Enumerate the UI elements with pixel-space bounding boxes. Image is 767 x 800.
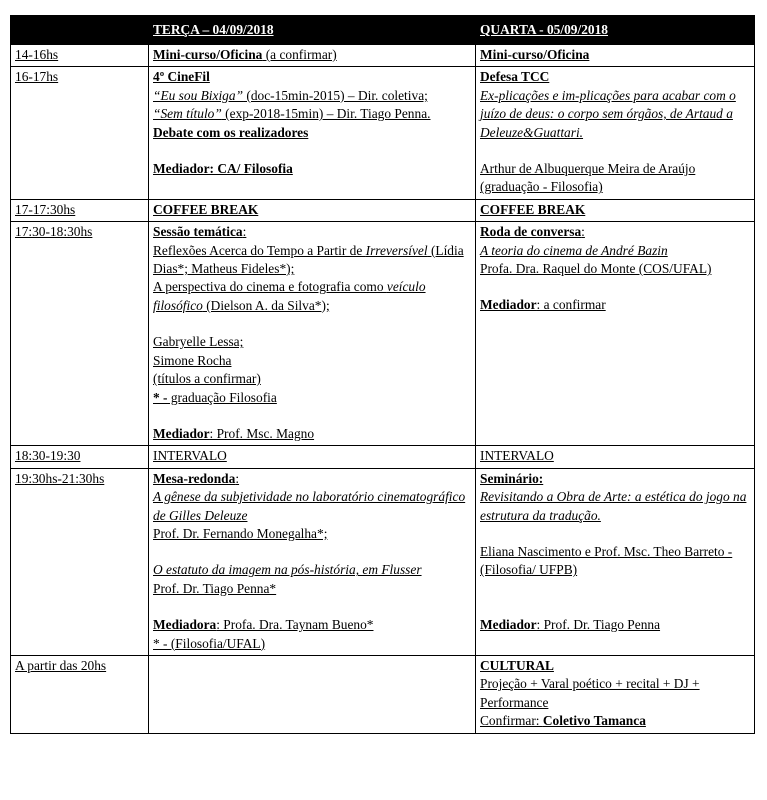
schedule-row [11,468,755,655]
wed-speakers: Eliana Nascimento e Prof. Msc. Theo Barreto - (Filosofia/ UFPB) [480,543,733,578]
tue-title: Mini-curso/Oficina [153,47,263,62]
talk-title: A gênese da subjetividade no laboratório cinematográfico de Gilles Deleuze [153,489,466,523]
mediator-name: : Prof. Msc. Magno [209,425,315,441]
tue-title: Sessão temática [153,224,243,240]
mediator-label: Mediador [153,425,210,441]
talk-title: O estatuto da imagem na pós-história, em Flusser [153,562,422,578]
film-title: “Sem título” [153,106,222,122]
time-cell: 14-16hs [11,45,149,67]
colon: : [581,224,585,240]
wednesday-cell [476,655,755,733]
talk-text: A perspectiva do cinema e fotografia como [153,279,387,295]
wednesday-cell: COFFEE BREAK [476,199,755,221]
time-cell: 17:30-18:30hs [11,222,149,446]
wed-desc: Projeção + Varal poético + recital + DJ + Performance [480,676,700,710]
schedule-row [11,655,755,733]
wednesday-cell: Mini-curso/Oficina [476,45,755,67]
time-cell: 16-17hs [11,67,149,199]
time-cell: 17-17:30hs [11,199,149,221]
tuesday-cell [149,655,476,733]
wednesday-cell: INTERVALO [476,446,755,468]
mediator-name: : Profa. Dra. Taynam Bueno* [216,617,374,633]
talk-text: Reflexões Acerca do Tempo a Partir de [153,242,366,258]
colon: : [242,224,247,240]
header-row [11,16,755,45]
tue-title: Mesa-redonda [153,470,236,486]
film-title: “Eu sou Bixiga” [153,87,244,103]
schedule-table [10,15,755,734]
header-wednesday: QUARTA - 05/09/2018 [476,16,755,45]
tuesday-cell: INTERVALO [149,446,476,468]
talk-italic: veículo filosófico [153,279,426,313]
mediator-label: Mediador: CA/ Filosofia [153,161,293,177]
film-info: (exp-2018-15min) – Dir. Tiago Penna. [221,106,431,122]
time-cell: 18:30-19:30 [11,446,149,468]
time-cell: 19:30hs-21:30hs [11,468,149,655]
tuesday-cell [149,222,476,446]
tuesday-cell [149,45,476,67]
footnote-text: graduação Filosofia [167,389,277,405]
tue-note: (a confirmar) [262,47,337,62]
talk-authors: (Dielson A. da Silva*); [202,297,330,313]
tue-title: 4º CineFil [153,69,210,85]
mediator-label: Mediador [480,297,537,313]
schedule-row [11,222,755,446]
presenter-name: Simone Rocha [153,352,232,368]
header-time-cell [11,16,149,45]
time-cell: A partir das 20hs [11,655,149,733]
wed-subtitle: Ex-plicações e im-plicações para acabar com o juízo de deus: o corpo sem órgãos, de Artaud a Deleuze&Guattari. [480,87,736,140]
wednesday-cell [476,468,755,655]
confirm-label: Confirmar: [480,713,543,729]
mediator-label: Mediadora [153,617,217,633]
talk-italic: Irreversível [365,242,428,258]
wednesday-cell [476,67,755,199]
wed-title: Seminário: [480,470,544,486]
schedule-row [11,446,755,468]
speaker-name: Prof. Dr. Fernando Monegalha*; [153,525,328,541]
speaker-name: Prof. Dr. Tiago Penna* [153,580,277,596]
schedule-row [11,199,755,221]
schedule-row [11,45,755,67]
wed-subtitle: A teoria do cinema de André Bazin [480,242,668,258]
tuesday-cell [149,67,476,199]
wed-speaker: Profa. Dra. Raquel do Monte (COS/UFAL) [480,261,712,277]
wed-title: Defesa TCC [480,69,550,85]
wed-author: Arthur de Albuquerque Meira de Araújo (graduação - Filosofia) [480,161,696,195]
mediator-name: : Prof. Dr. Tiago Penna [536,616,661,632]
wed-subtitle: Revisitando a Obra de Arte: a estética do jogo na estrutura da tradução. [480,489,747,523]
titles-note: (títulos a confirmar) [153,371,261,387]
header-tuesday: TERÇA – 04/09/2018 [149,16,476,45]
colon: : [235,470,240,486]
debate-label: Debate com os realizadores [153,124,309,140]
tuesday-cell [149,468,476,655]
wednesday-cell [476,222,755,446]
tuesday-cell: COFFEE BREAK [149,199,476,221]
mediator-label: Mediador [480,616,537,632]
film-info: (doc-15min-2015) – Dir. coletiva; [243,87,428,103]
wed-title: CULTURAL [480,657,554,673]
footnote-mark: * - [153,389,168,405]
presenter-name: Gabryelle Lessa; [153,334,244,350]
mediator-name: : a confirmar [536,297,606,313]
schedule-row [11,67,755,199]
wed-title: Roda de conversa [480,224,582,240]
talk-authors: (Lídia Dias*; Matheus Fideles*); [153,242,464,277]
confirm-name: Coletivo Tamanca [542,713,646,729]
footnote-text: * - (Filosofia/UFAL) [153,635,266,651]
